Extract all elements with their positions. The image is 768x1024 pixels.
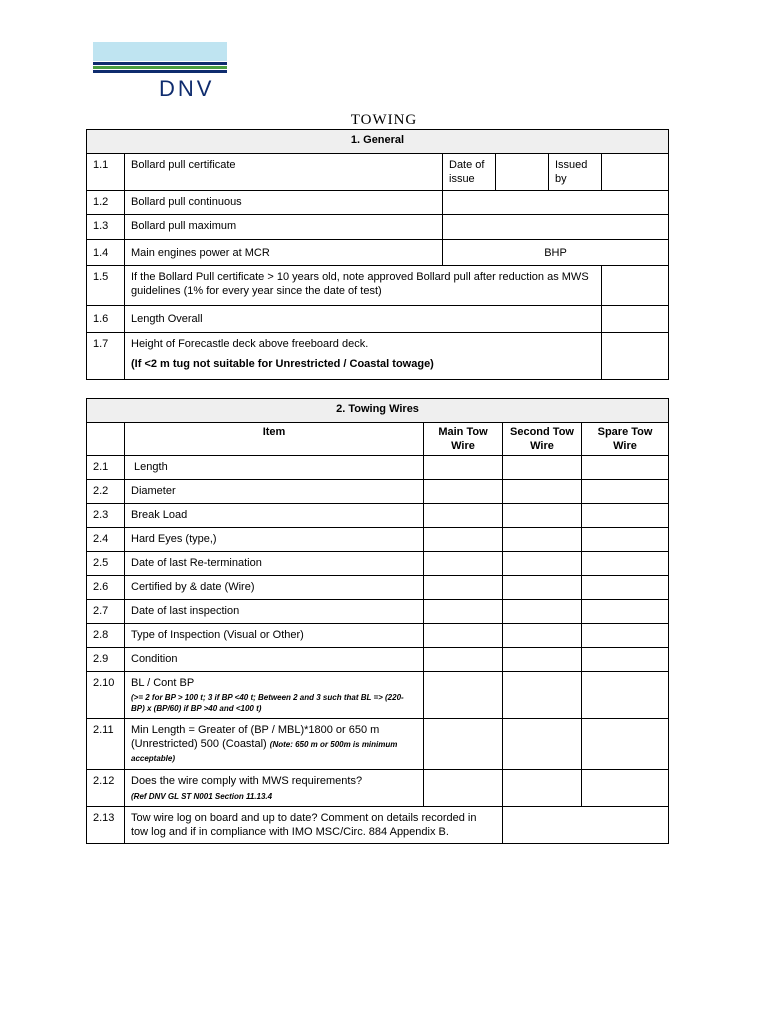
second-wire-field[interactable] xyxy=(503,770,582,807)
row-label: Height of Forecastle deck above freeboard deck. xyxy=(131,338,369,350)
second-wire-field[interactable] xyxy=(503,528,582,552)
second-wire-field[interactable] xyxy=(503,504,582,528)
row-number: 2.10 xyxy=(87,672,125,719)
second-wire-field[interactable] xyxy=(503,719,582,770)
page-title: TOWING xyxy=(350,112,418,128)
towing-wires-table xyxy=(86,398,669,844)
row-label: Diameter xyxy=(125,480,424,504)
spare-wire-field[interactable] xyxy=(582,672,669,719)
wires-row-2-4 xyxy=(87,528,669,552)
main-wire-field[interactable] xyxy=(424,624,503,648)
row-number: 2.6 xyxy=(87,576,125,600)
wires-row-2-5 xyxy=(87,552,669,576)
general-row-1-3 xyxy=(87,215,669,240)
general-row-1-6 xyxy=(87,306,669,333)
second-wire-field[interactable] xyxy=(503,600,582,624)
row-number: 2.11 xyxy=(87,719,125,770)
row-label: Length Overall xyxy=(125,306,602,333)
main-wire-field[interactable] xyxy=(424,576,503,600)
main-engines-power-field[interactable]: BHP xyxy=(443,240,669,266)
row-label: Main engines power at MCR xyxy=(125,240,443,266)
main-wire-field[interactable] xyxy=(424,600,503,624)
length-overall-field[interactable] xyxy=(602,306,669,333)
general-row-1-2 xyxy=(87,191,669,215)
row-label: Bollard pull continuous xyxy=(125,191,443,215)
spare-wire-field[interactable] xyxy=(582,528,669,552)
row-number: 2.13 xyxy=(87,807,125,844)
wires-row-2-8 xyxy=(87,624,669,648)
spare-wire-field[interactable] xyxy=(582,552,669,576)
wires-row-2-10 xyxy=(87,672,669,719)
row-number: 2.9 xyxy=(87,648,125,672)
logo-wordmark: DNV xyxy=(159,76,215,101)
row-number: 2.3 xyxy=(87,504,125,528)
spare-wire-field[interactable] xyxy=(582,600,669,624)
second-tow-wire-column-header: Second Tow Wire xyxy=(503,423,582,456)
second-wire-field[interactable] xyxy=(503,552,582,576)
wires-row-2-7 xyxy=(87,600,669,624)
number-column-header xyxy=(87,423,125,456)
wires-row-2-2 xyxy=(87,480,669,504)
bollard-pull-maximum-field[interactable] xyxy=(443,215,669,240)
wires-row-2-9 xyxy=(87,648,669,672)
general-header-row xyxy=(87,130,669,154)
row-label: Hard Eyes (type,) xyxy=(125,528,424,552)
dnv-logo xyxy=(93,42,227,102)
row-label: Type of Inspection (Visual or Other) xyxy=(125,624,424,648)
logo-green-stripe xyxy=(93,66,227,69)
general-row-1-7 xyxy=(87,333,669,380)
spare-wire-field[interactable] xyxy=(582,648,669,672)
second-wire-field[interactable] xyxy=(503,648,582,672)
wires-column-header-row xyxy=(87,423,669,456)
row-note: (>= 2 for BP > 100 t; 3 if BP <40 t; Between 2 and 3 such that BL => (220-BP) x (BP/60) if BP >40 and <100 t) xyxy=(131,693,404,713)
general-table xyxy=(86,129,669,380)
main-wire-field[interactable] xyxy=(424,672,503,719)
wires-row-2-13 xyxy=(87,807,669,844)
wires-row-2-1 xyxy=(87,456,669,480)
spare-wire-field[interactable] xyxy=(582,719,669,770)
row-number: 1.4 xyxy=(87,240,125,266)
row-label-cell xyxy=(125,672,424,719)
main-wire-field[interactable] xyxy=(424,552,503,576)
row-number: 1.2 xyxy=(87,191,125,215)
row-label: Min Length = Greater of (BP / MBL)*1800 or 650 m (Unrestricted) 500 (Coastal) xyxy=(131,724,380,750)
main-tow-wire-column-header: Main Tow Wire xyxy=(424,423,503,456)
logo-sky-band xyxy=(93,42,227,61)
wires-row-2-3 xyxy=(87,504,669,528)
main-wire-field[interactable] xyxy=(424,480,503,504)
spare-wire-field[interactable] xyxy=(582,770,669,807)
row-label: Bollard pull certificate xyxy=(125,154,443,191)
spare-tow-wire-column-header: Spare Tow Wire xyxy=(582,423,669,456)
main-wire-field[interactable] xyxy=(424,770,503,807)
date-of-issue-field[interactable] xyxy=(496,154,549,191)
general-heading: 1. General xyxy=(87,130,669,154)
spare-wire-field[interactable] xyxy=(582,504,669,528)
row-number: 1.1 xyxy=(87,154,125,191)
row-label-cell xyxy=(125,770,424,807)
row-label: Length xyxy=(125,456,424,480)
second-wire-field[interactable] xyxy=(503,672,582,719)
general-row-1-5 xyxy=(87,266,669,306)
row-number: 1.7 xyxy=(87,333,125,380)
wires-row-2-12 xyxy=(87,770,669,807)
row-label: Tow wire log on board and up to date? Comment on details recorded in tow log and if in compliance with IMO MSC/Circ. 884 Appendix B. xyxy=(125,807,503,844)
wires-row-2-11 xyxy=(87,719,669,770)
general-row-1-4 xyxy=(87,240,669,266)
spare-wire-field[interactable] xyxy=(582,576,669,600)
wires-row-2-6 xyxy=(87,576,669,600)
spare-wire-field[interactable] xyxy=(582,480,669,504)
row-label: If the Bollard Pull certificate > 10 years old, note approved Bollard pull after reduction as MWS guidelines (1% for every year since the date of test) xyxy=(125,266,602,306)
row-number: 1.6 xyxy=(87,306,125,333)
issued-by-field[interactable] xyxy=(602,154,669,191)
second-wire-field[interactable] xyxy=(503,624,582,648)
logo-navy-stripe-lower xyxy=(93,70,227,73)
spare-wire-field[interactable] xyxy=(582,456,669,480)
row-label: Does the wire comply with MWS requirements? xyxy=(131,775,363,787)
row-label: Condition xyxy=(125,648,424,672)
second-wire-field[interactable] xyxy=(503,456,582,480)
row-note: (If <2 m tug not suitable for Unrestricted / Coastal towage) xyxy=(131,358,434,370)
forecastle-height-field[interactable] xyxy=(602,333,669,380)
row-number: 2.5 xyxy=(87,552,125,576)
second-wire-field[interactable] xyxy=(503,576,582,600)
main-wire-field[interactable] xyxy=(424,456,503,480)
main-wire-field[interactable] xyxy=(424,648,503,672)
row-number: 1.5 xyxy=(87,266,125,306)
logo-navy-stripe xyxy=(93,62,227,65)
main-wire-field[interactable] xyxy=(424,528,503,552)
main-wire-field[interactable] xyxy=(424,719,503,770)
issued-by-label: Issued by xyxy=(549,154,602,191)
row-label-cell xyxy=(125,719,424,770)
row-label-cell xyxy=(125,333,602,380)
row-number: 2.7 xyxy=(87,600,125,624)
date-of-issue-label: Date of issue xyxy=(443,154,496,191)
row-label: Date of last Re-termination xyxy=(125,552,424,576)
second-wire-field[interactable] xyxy=(503,480,582,504)
row-label: Bollard pull maximum xyxy=(125,215,443,240)
wires-header-row xyxy=(87,399,669,423)
row-number: 2.8 xyxy=(87,624,125,648)
item-column-header: Item xyxy=(125,423,424,456)
main-wire-field[interactable] xyxy=(424,504,503,528)
row-number: 2.2 xyxy=(87,480,125,504)
tow-log-comment-field[interactable] xyxy=(503,807,669,844)
approved-bollard-pull-field[interactable] xyxy=(602,266,669,306)
row-number: 2.1 xyxy=(87,456,125,480)
row-number: 2.4 xyxy=(87,528,125,552)
row-label: Break Load xyxy=(125,504,424,528)
wires-heading: 2. Towing Wires xyxy=(87,399,669,423)
row-label: BL / Cont BP xyxy=(131,677,195,689)
spare-wire-field[interactable] xyxy=(582,624,669,648)
row-note: (Note: 650 m or 500m is minimum acceptable) xyxy=(131,740,398,763)
row-label: Date of last inspection xyxy=(125,600,424,624)
general-row-1-1 xyxy=(87,154,669,191)
bollard-pull-continuous-field[interactable] xyxy=(443,191,669,215)
row-note: (Ref DNV GL ST N001 Section 11.13.4 xyxy=(131,792,273,801)
row-label: Certified by & date (Wire) xyxy=(125,576,424,600)
row-number: 2.12 xyxy=(87,770,125,807)
row-number: 1.3 xyxy=(87,215,125,240)
